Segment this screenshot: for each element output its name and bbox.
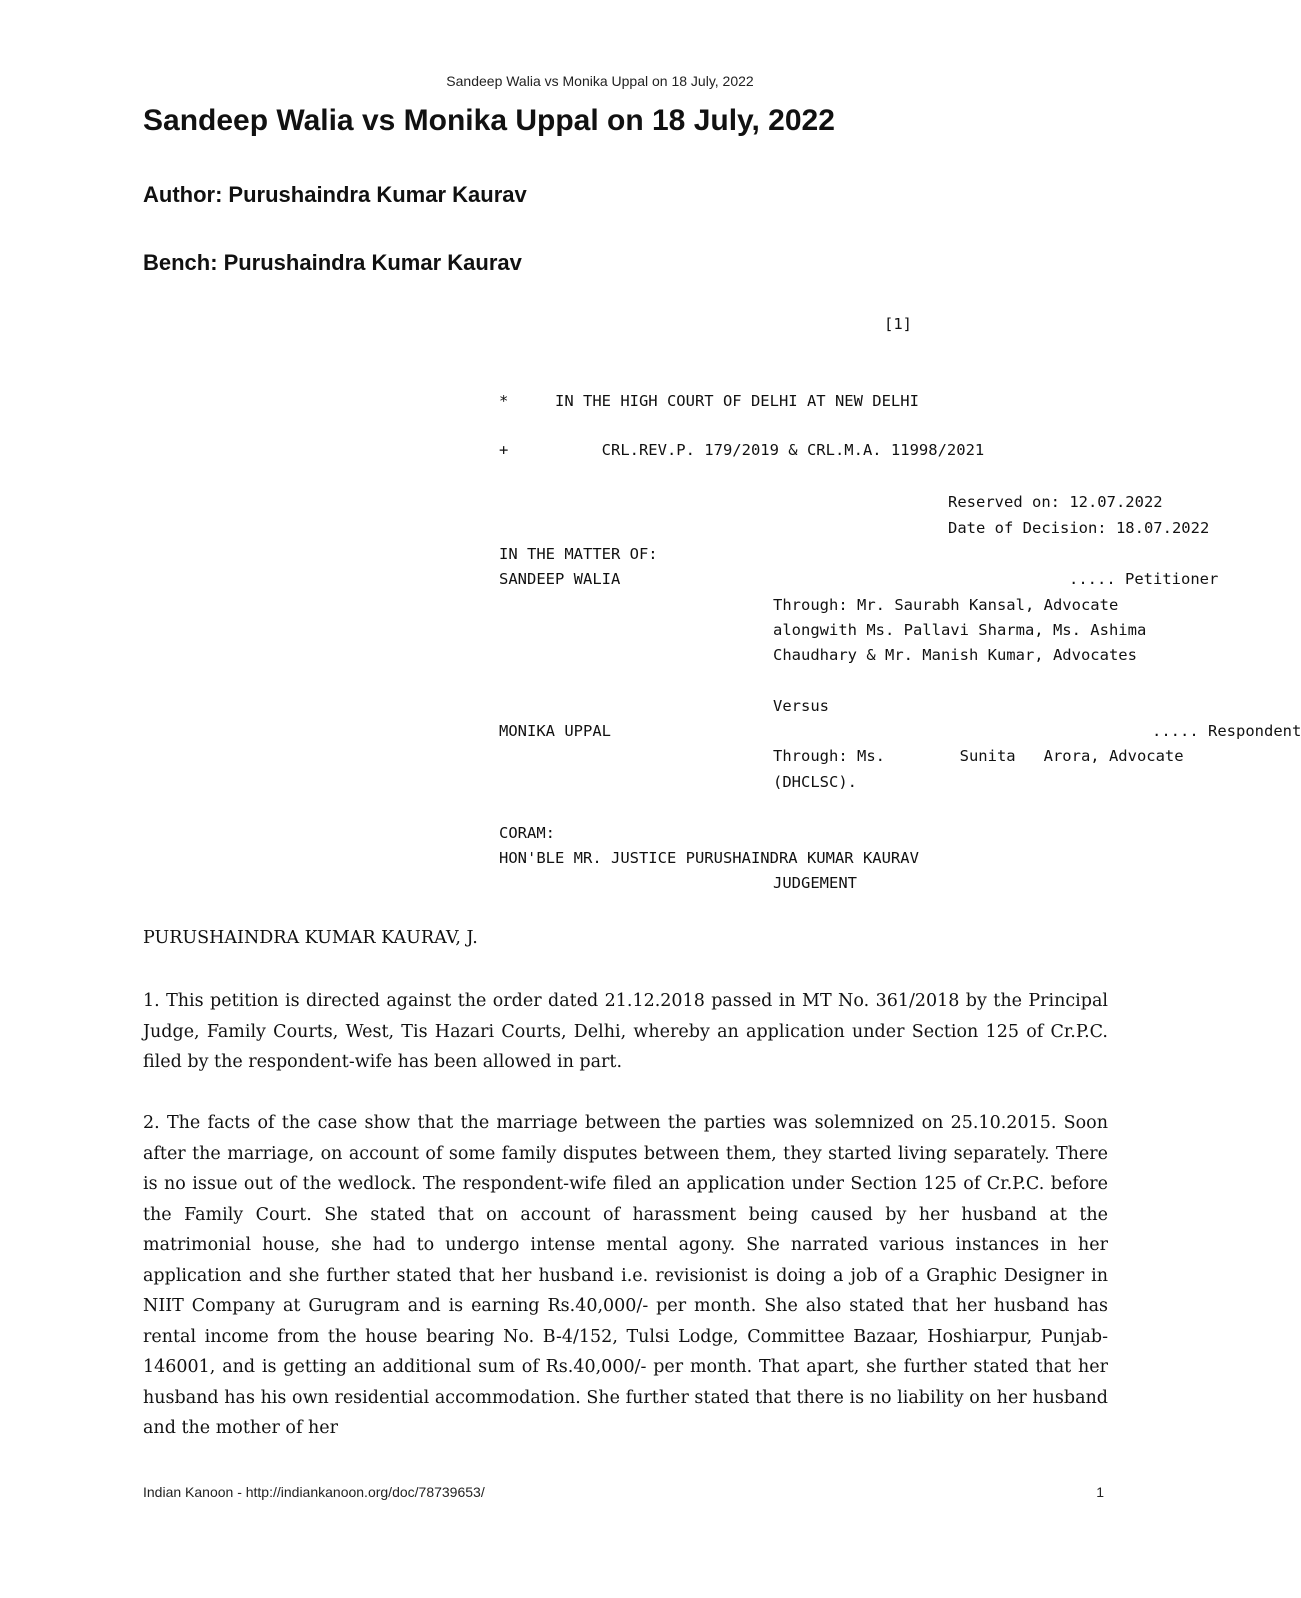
petitioner-role: ..... Petitioner xyxy=(1069,570,1219,588)
author-label: Author: xyxy=(143,182,223,207)
respondent-counsel-line-2: (DHCLSC). xyxy=(773,773,857,791)
document-title: Sandeep Walia vs Monika Uppal on 18 July, 2022 xyxy=(143,104,835,137)
petitioner-counsel-line-1: Through: Mr. Saurabh Kansal, Advocate xyxy=(773,596,1119,614)
court-line: * IN THE HIGH COURT OF DELHI AT NEW DELHI xyxy=(499,392,919,410)
reserved-on: Reserved on: 12.07.2022 xyxy=(948,493,1163,511)
coram-judge: HON'BLE MR. JUSTICE PURUSHAINDRA KUMAR KAURAV xyxy=(499,849,919,867)
running-header: Sandeep Walia vs Monika Uppal on 18 July, 2022 xyxy=(446,73,754,89)
case-number-line: + CRL.REV.P. 179/2019 & CRL.M.A. 11998/2021 xyxy=(499,441,985,459)
paragraph-1: 1. This petition is directed against the order dated 21.12.2018 passed in MT No. 361/2018 by the Principal Judge, Family Courts, West, Tis Hazari Courts, Delhi, whereby an application under Section 125 of Cr.P.C. filed by the respondent-wife has been allowed in part. xyxy=(143,991,1108,1072)
judgement-label: JUDGEMENT xyxy=(773,874,857,892)
petitioner-name: SANDEEP WALIA xyxy=(499,570,621,588)
paragraph-2: 2. The facts of the case show that the marriage between the parties was solemnized on 25.10.2015. Soon after the marriage, on account of some family disputes between them, they started living separately. There is no issue out of the wedlock. The respondent-wife filed an application under Section 125 of Cr.P.C. before the Family Court. She stated that on account of harassment being caused by her husband at the matrimonial house, she had to undergo intense mental agony. She narrated various instances in her application and she further stated that her husband i.e. revisionist is doing a job of a Graphic Designer in NIIT Company at Gurugram and is earning Rs.40,000/- per month. She also stated that her husband has rental income from the house bearing No. B-4/152, Tulsi Lodge, Committee Bazaar, Hoshiarpur, Punjab-146001, and is getting an additional sum of Rs.40,000/- per month. That apart, she further stated that her husband has his own residential accommodation. She further stated that there is no liability on her husband and the mother of her xyxy=(143,1113,1108,1438)
bench-label: Bench: xyxy=(143,250,218,275)
page-marker: [1] xyxy=(884,315,912,333)
versus-label: Versus xyxy=(773,697,829,715)
respondent-name: MONIKA UPPAL xyxy=(499,722,611,740)
bench-line xyxy=(143,250,522,276)
footer-source-link[interactable]: Indian Kanoon - http://indiankanoon.org/doc/78739653/ xyxy=(143,1484,485,1500)
page-number: 1 xyxy=(1096,1484,1104,1500)
bench-name: Purushaindra Kumar Kaurav xyxy=(223,250,522,275)
judge-heading: PURUSHAINDRA KUMAR KAURAV, J. xyxy=(143,928,478,948)
author-name[interactable]: Purushaindra Kumar Kaurav xyxy=(228,182,527,207)
respondent-role: ..... Respondent xyxy=(1152,722,1301,740)
petitioner-counsel-line-3: Chaudhary & Mr. Manish Kumar, Advocates xyxy=(773,646,1137,664)
date-of-decision: Date of Decision: 18.07.2022 xyxy=(948,519,1210,537)
respondent-counsel-line-1: Through: Ms. Sunita Arora, Advocate xyxy=(773,747,1184,765)
author-line xyxy=(143,182,527,208)
in-the-matter-of: IN THE MATTER OF: xyxy=(499,545,658,563)
coram-label: CORAM: xyxy=(499,824,555,842)
petitioner-counsel-line-2: alongwith Ms. Pallavi Sharma, Ms. Ashima xyxy=(773,621,1147,639)
